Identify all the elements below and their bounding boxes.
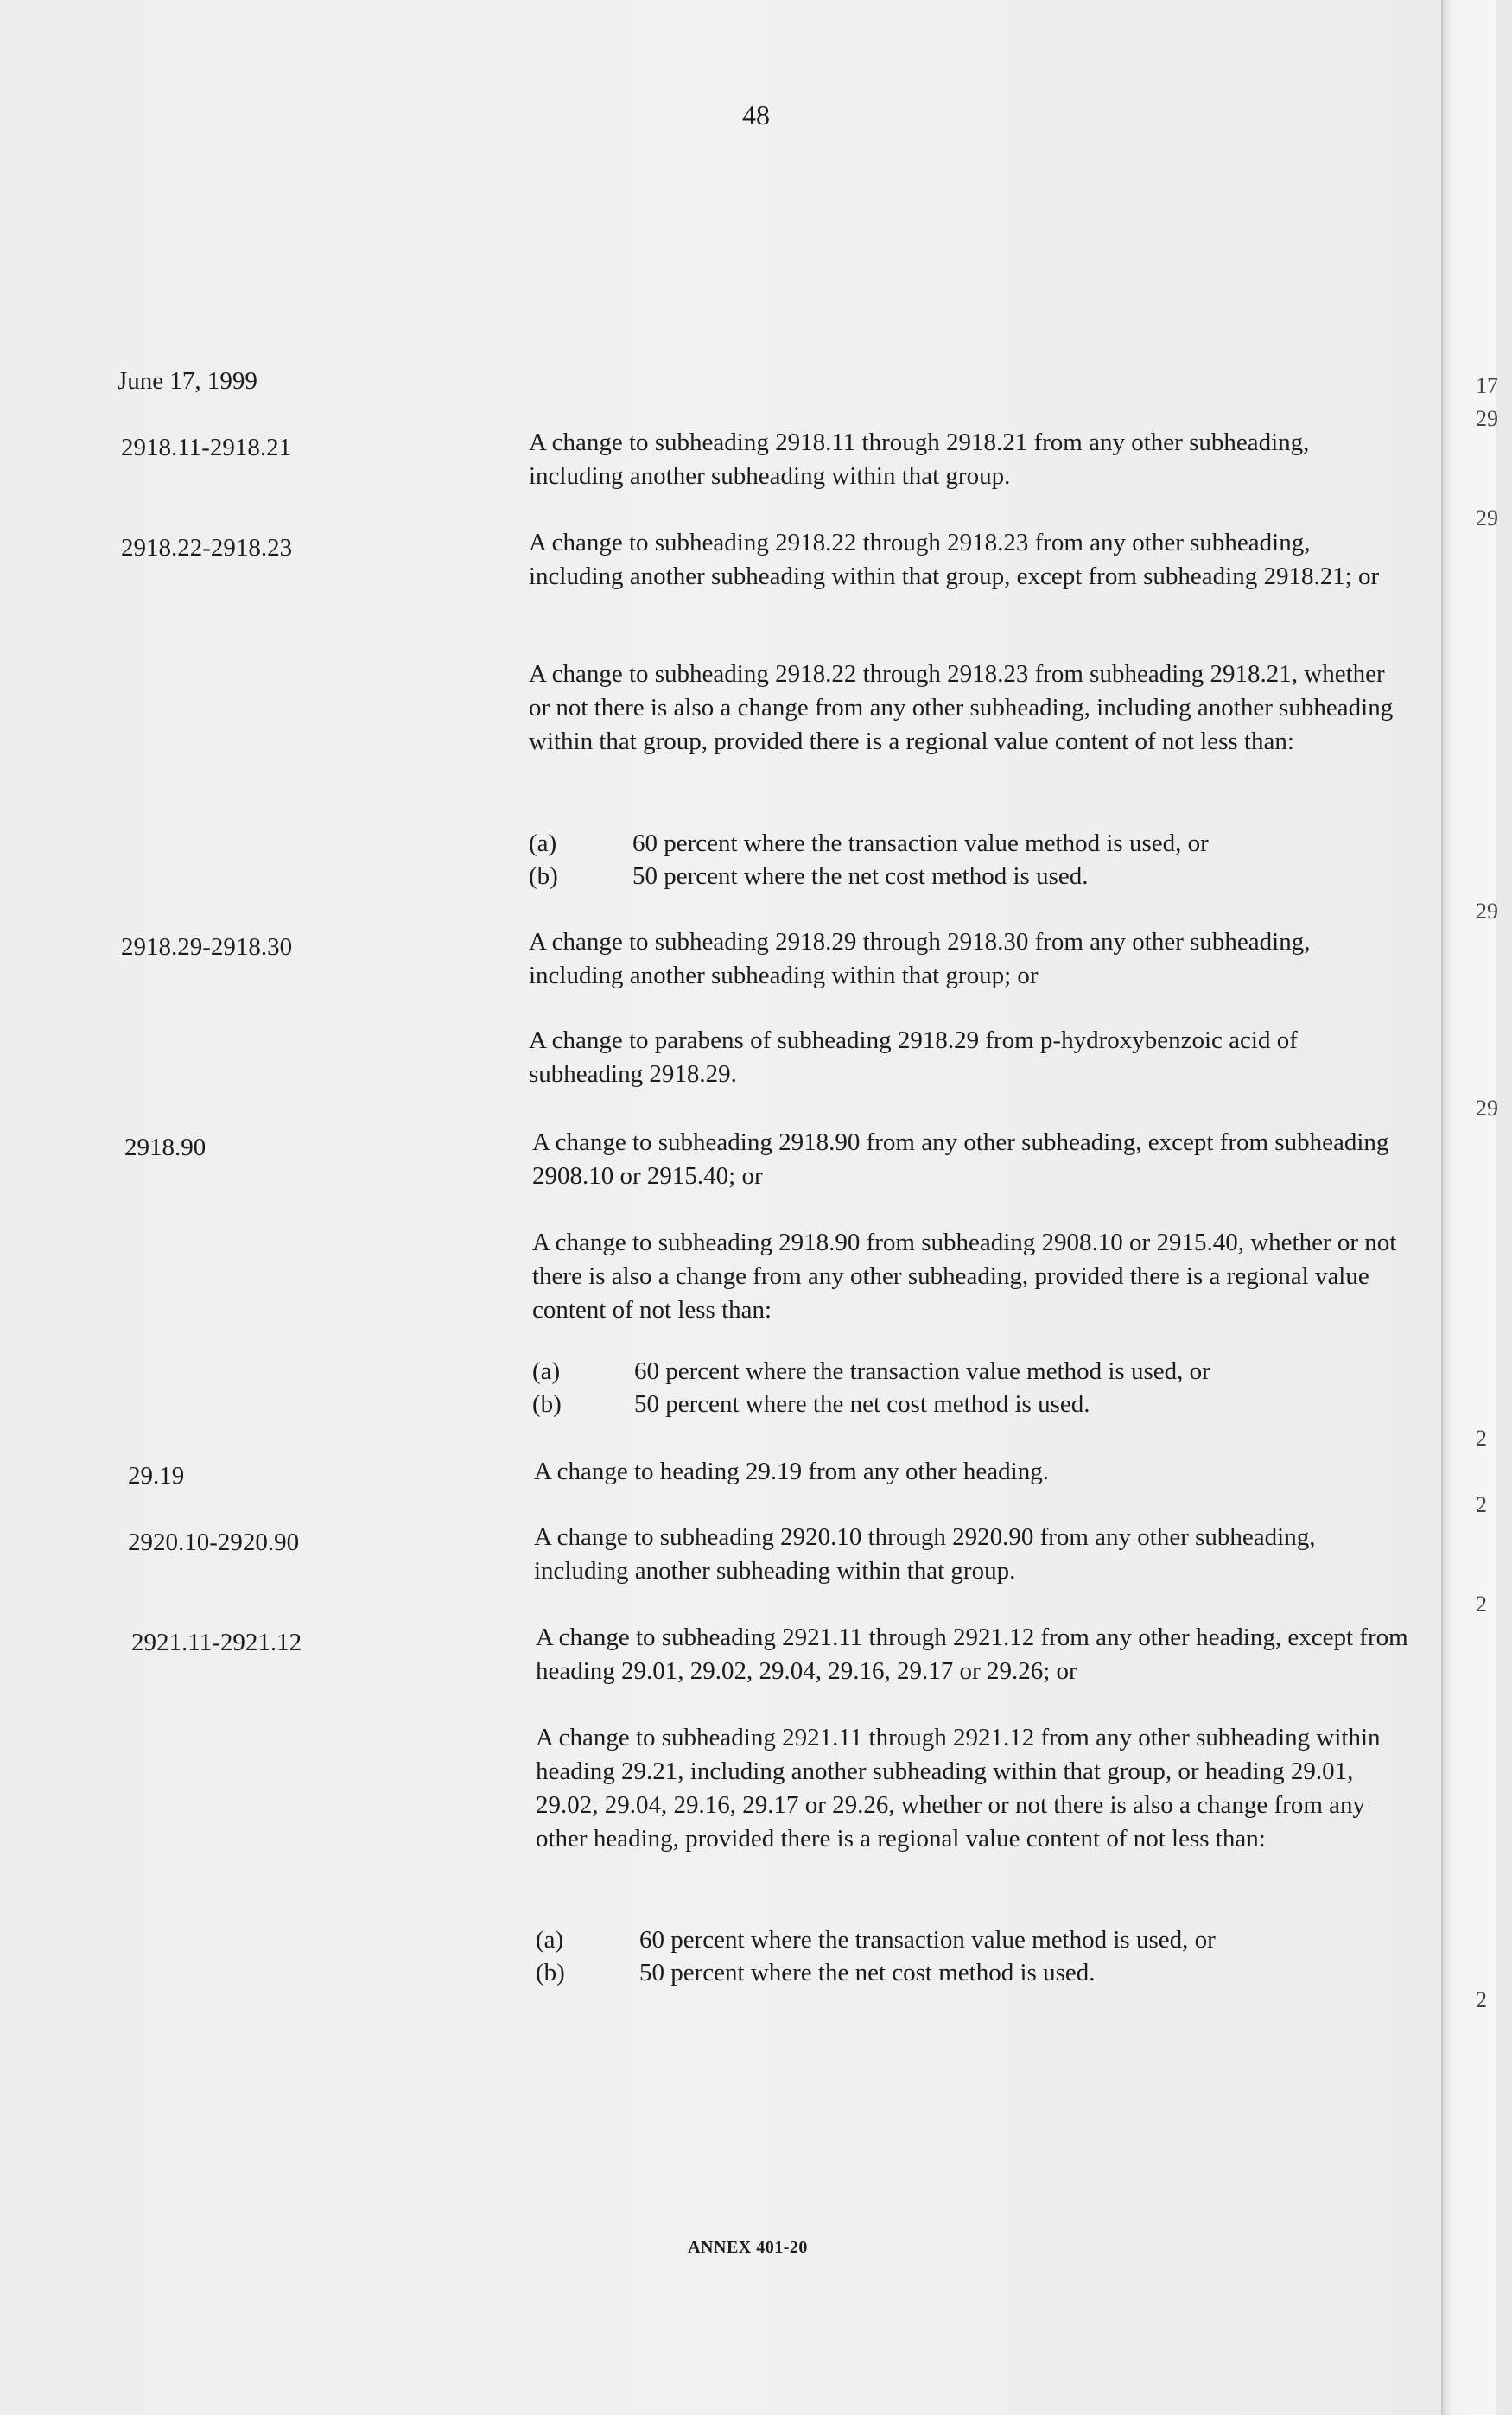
rule-text: A change to subheading 2918.22 through 2918.23 from subheading 2918.21, whether or not there is also a change from any other subheading, including another subheading within that group, provided there is a regional value content of not less than: [529,660,1394,755]
edge-mark: 2 [1476,1987,1487,2012]
condition-text: 60 percent where the transaction value method is used, or [632,829,1209,857]
tariff-code: 2920.10-2920.90 [128,1528,300,1556]
edge-mark: 29 [1476,899,1498,924]
rule-text: A change to subheading 2918.90 from subheading 2908.10 or 2915.40, whether or not there is also a change from any other subheading, provided there is a regional value content of not less than: [532,1229,1397,1324]
annex-footer: ANNEX 401-20 [688,2238,808,2257]
condition-text: 60 percent where the transaction value method is used, or [639,1926,1216,1954]
edge-mark: 2 [1476,1492,1487,1517]
rule-text: A change to subheading 2918.90 from any other subheading, except from subheading 2908.10 or 2915.40; or [532,1128,1389,1190]
condition-text: 50 percent where the net cost method is used. [634,1390,1090,1418]
condition-label: (a) [536,1926,564,1954]
edge-mark: 2 [1476,1426,1487,1451]
edge-mark: 17 [1476,373,1498,398]
tariff-code: 2918.29-2918.30 [121,933,293,961]
edge-mark: 29 [1476,406,1498,431]
condition-text: 60 percent where the transaction value method is used, or [634,1357,1210,1385]
condition-text: 50 percent where the net cost method is used. [632,862,1089,890]
rule-text: A change to subheading 2920.10 through 2920.90 from any other subheading, including another subheading within that group. [534,1523,1316,1585]
tariff-code: 2918.22-2918.23 [121,534,293,562]
rule-text: A change to subheading 2918.11 through 2918.21 from any other subheading, including another subheading within that group. [529,429,1310,490]
rule-text: A change to parabens of subheading 2918.29 from p-hydroxybenzoic acid of subheading 2918.29. [529,1026,1298,1088]
condition-label: (b) [532,1390,562,1418]
adjacent-page-edge [1441,0,1496,2415]
tariff-code: 29.19 [128,1462,185,1490]
edge-mark: 29 [1476,505,1498,531]
condition-label: (b) [536,1959,565,1986]
edge-mark: 2 [1476,1592,1487,1617]
tariff-code: 2921.11-2921.12 [131,1629,302,1656]
page-number: 48 [742,99,770,130]
tariff-code: 2918.90 [124,1134,206,1161]
document-date: June 17, 1999 [118,367,257,395]
condition-label: (a) [532,1357,561,1385]
edge-mark: 29 [1476,1096,1498,1121]
condition-label: (a) [529,829,557,857]
rule-text: A change to subheading 2918.29 through 2918.30 from any other subheading, including another subheading within that group; or [529,928,1311,989]
rule-text: A change to subheading 2921.11 through 2921.12 from any other subheading within heading 29.21, including another subheading within that group, or heading 29.01, 29.02, 29.04, 29.16, 29.17 or 29.26, whether or not there is also a change from any other heading, provided there is a regional value content of not less than: [536,1724,1381,1853]
rule-text: A change to subheading 2921.11 through 2921.12 from any other heading, except from heading 29.01, 29.02, 29.04, 29.16, 29.17 or 29.26; or [536,1624,1408,1685]
condition-text: 50 percent where the net cost method is used. [639,1959,1096,1986]
rule-text: A change to heading 29.19 from any other heading. [534,1458,1049,1485]
tariff-code: 2918.11-2918.21 [121,434,292,461]
condition-label: (b) [529,862,558,890]
rule-text: A change to subheading 2918.22 through 2918.23 from any other subheading, including another subheading within that group, except from subheading 2918.21; or [529,529,1380,590]
